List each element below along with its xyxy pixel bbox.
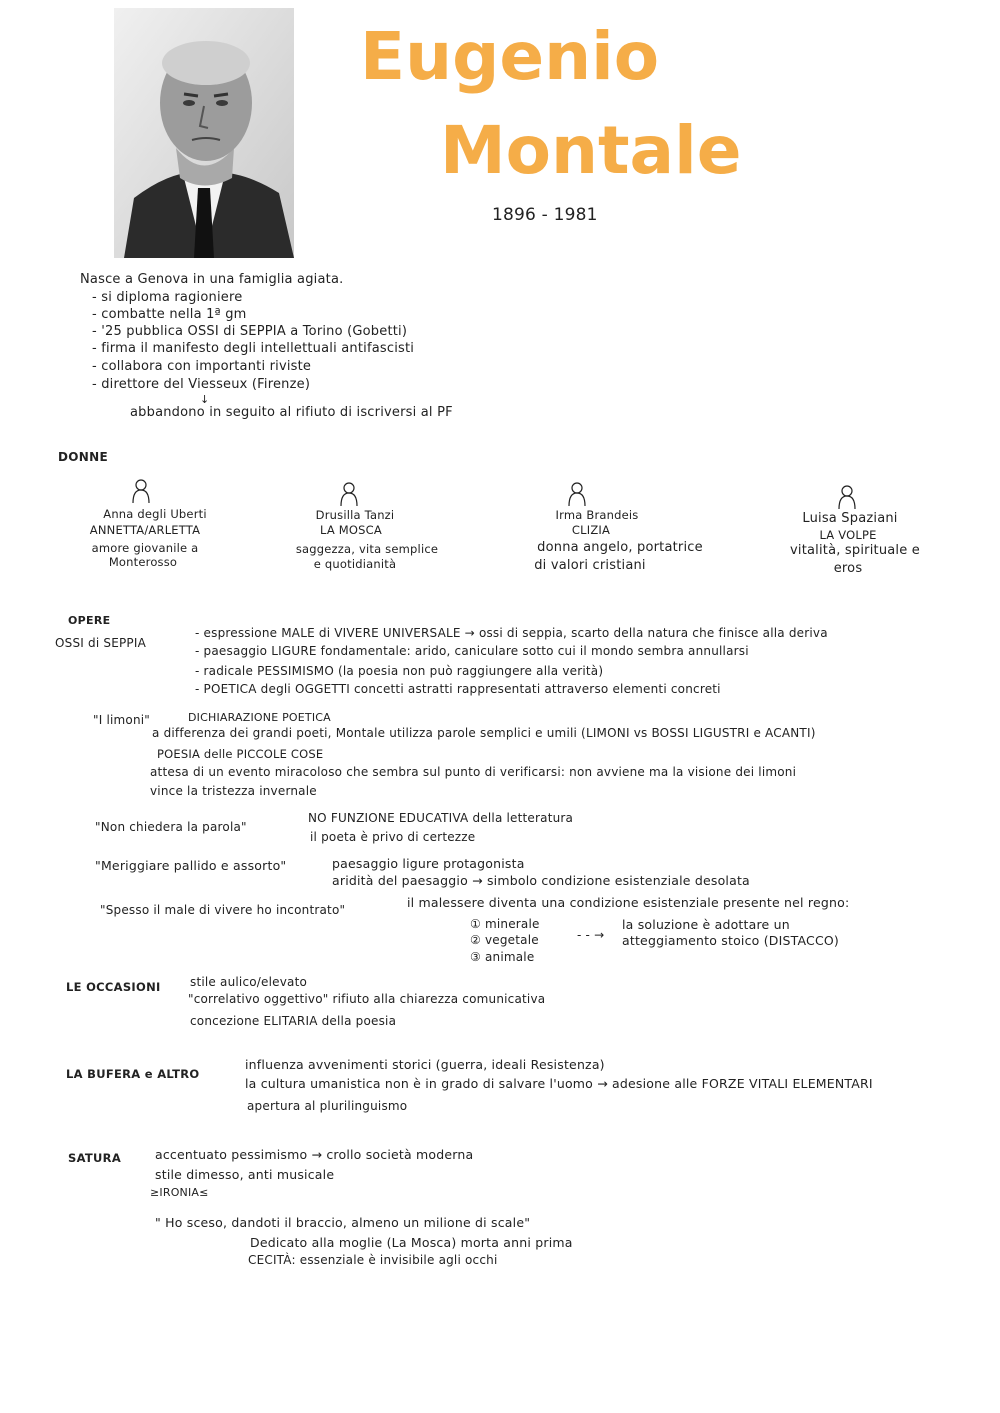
bufera-line: influenza avvenimenti storici (guerra, ideali Resistenza) (245, 1057, 605, 1072)
bio-item: - firma il manifesto degli intellettuali antifascisti (92, 341, 415, 356)
person-icon (836, 484, 858, 510)
title-last-name: Montale (440, 112, 742, 189)
limoni-line: attesa di un evento miracoloso che sembra sul punto di verificarsi: non avviene ma la visione dei limoni (150, 765, 797, 779)
nonchiedere-line: NO FUNZIONE EDUCATIVA della letteratura (308, 811, 574, 825)
person-icon (130, 478, 152, 504)
ossi-line: - radicale PESSIMISMO (la poesia non può raggiungere alla verità) (195, 664, 604, 678)
ossi-line: - paesaggio LIGURE fondamentale: arido, caniculare sotto cui il mondo sembra annullarsi (195, 644, 749, 658)
spesso-label: "Spesso il male di vivere ho incontrato" (100, 903, 346, 917)
regno-item: ② vegetale (470, 933, 539, 947)
woman-desc: di valori cristiani (534, 558, 646, 573)
woman-alias: LA MOSCA (320, 523, 382, 537)
bio-item: - si diploma ragioniere (92, 290, 243, 305)
woman-desc: e quotidianità (313, 557, 397, 571)
woman-name: Drusilla Tanzi (315, 508, 395, 522)
nonchiedere-line: il poeta è privo di certezze (310, 830, 476, 844)
satura-poem-line: Dedicato alla moglie (La Mosca) morta anni prima (250, 1235, 573, 1250)
limoni-line: POESIA delle PICCOLE COSE (157, 747, 324, 761)
woman-desc: eros (833, 561, 863, 576)
meriggiare-line: aridità del paesaggio → simbolo condizione esistenziale desolata (332, 873, 750, 888)
spesso-solution: la soluzione è adottare un (622, 917, 790, 932)
spesso-head: il malessere diventa una condizione esistenziale presente nel regno: (407, 895, 850, 910)
occasioni-line: concezione ELITARIA della poesia (190, 1014, 397, 1028)
ossi-line: - POETICA degli OGGETTI concetti astratti rappresentati attraverso elementi concreti (195, 682, 721, 696)
bio-item: - direttore del Viesseux (Firenze) (92, 377, 311, 392)
ossi-line: - espressione MALE di VIVERE UNIVERSALE → ossi di seppia, scarto della natura che finisce alla deriva (195, 626, 828, 640)
person-icon (338, 481, 360, 507)
bio-note: abbandono in seguito al rifiuto di iscriversi al PF (130, 405, 453, 420)
satura-line: ≥IRONIA≤ (150, 1186, 209, 1199)
occasioni-line: stile aulico/elevato (190, 975, 308, 989)
life-dates: 1896 - 1981 (492, 205, 598, 225)
portrait-photo (114, 8, 294, 258)
meriggiare-label: "Meriggiare pallido e assorto" (95, 858, 287, 873)
limoni-line: a differenza dei grandi poeti, Montale utilizza parole semplici e umili (LIMONI vs BOSSI LIGUSTRI e ACANTI) (152, 726, 816, 740)
ossi-label: OSSI di SEPPIA (55, 636, 147, 650)
satura-line: accentuato pessimismo → crollo società moderna (155, 1147, 474, 1162)
occasioni-line: "correlativo oggettivo" rifiuto alla chiarezza comunicativa (188, 992, 546, 1006)
nonchiedere-label: "Non chiedera la parola" (95, 820, 247, 834)
spesso-solution: atteggiamento stoico (DISTACCO) (622, 933, 839, 948)
satura-label: SATURA (68, 1151, 122, 1165)
occasioni-label: LE OCCASIONI (66, 980, 161, 994)
bufera-line: la cultura umanistica non è in grado di salvare l'uomo → adesione alle FORZE VITALI ELEMENTARI (245, 1076, 873, 1091)
down-arrow-icon: ↓ (200, 393, 210, 406)
opere-heading: OPERE (68, 614, 111, 627)
bio-item: - '25 pubblica OSSI di SEPPIA a Torino (Gobetti) (92, 324, 408, 339)
donne-heading: DONNE (58, 450, 108, 464)
woman-alias: CLIZIA (571, 523, 611, 537)
limoni-line: vince la tristezza invernale (150, 784, 317, 798)
woman-desc: Monterosso (108, 555, 178, 569)
regno-item: ③ animale (470, 950, 535, 964)
bufera-line: apertura al plurilinguismo (247, 1099, 408, 1113)
title-first-name: Eugenio (360, 18, 660, 95)
limoni-head: DICHIARAZIONE POETICA (188, 711, 331, 724)
woman-name: Anna degli Uberti (103, 507, 207, 521)
woman-desc: vitalità, spirituale e (790, 543, 920, 558)
satura-poem-title: " Ho sceso, dandoti il braccio, almeno un milione di scale" (155, 1215, 531, 1230)
portrait-illustration (114, 8, 294, 258)
bufera-label: LA BUFERA e ALTRO (66, 1067, 200, 1081)
woman-name: Irma Brandeis (555, 508, 639, 522)
woman-alias: ANNETTA/ARLETTA (89, 523, 201, 537)
satura-line: stile dimesso, anti musicale (155, 1167, 335, 1182)
woman-desc: donna angelo, portatrice (537, 540, 703, 555)
woman-name: Luisa Spaziani (802, 511, 898, 526)
meriggiare-line: paesaggio ligure protagonista (332, 856, 525, 871)
dashed-arrow-icon: - - → (577, 928, 605, 942)
bio-item: - combatte nella 1ª gm (92, 307, 247, 322)
woman-desc: saggezza, vita semplice (295, 542, 439, 556)
bio-item: - collabora con importanti riviste (92, 359, 312, 374)
satura-poem-line: CECITÀ: essenziale è invisibile agli occhi (248, 1253, 498, 1267)
limoni-label: "I limoni" (93, 713, 151, 727)
woman-desc: amore giovanile a (91, 541, 199, 555)
regno-item: ① minerale (470, 917, 540, 931)
woman-alias: LA VOLPE (819, 528, 877, 542)
bio-intro: Nasce a Genova in una famiglia agiata. (80, 272, 344, 287)
person-icon (566, 481, 588, 507)
